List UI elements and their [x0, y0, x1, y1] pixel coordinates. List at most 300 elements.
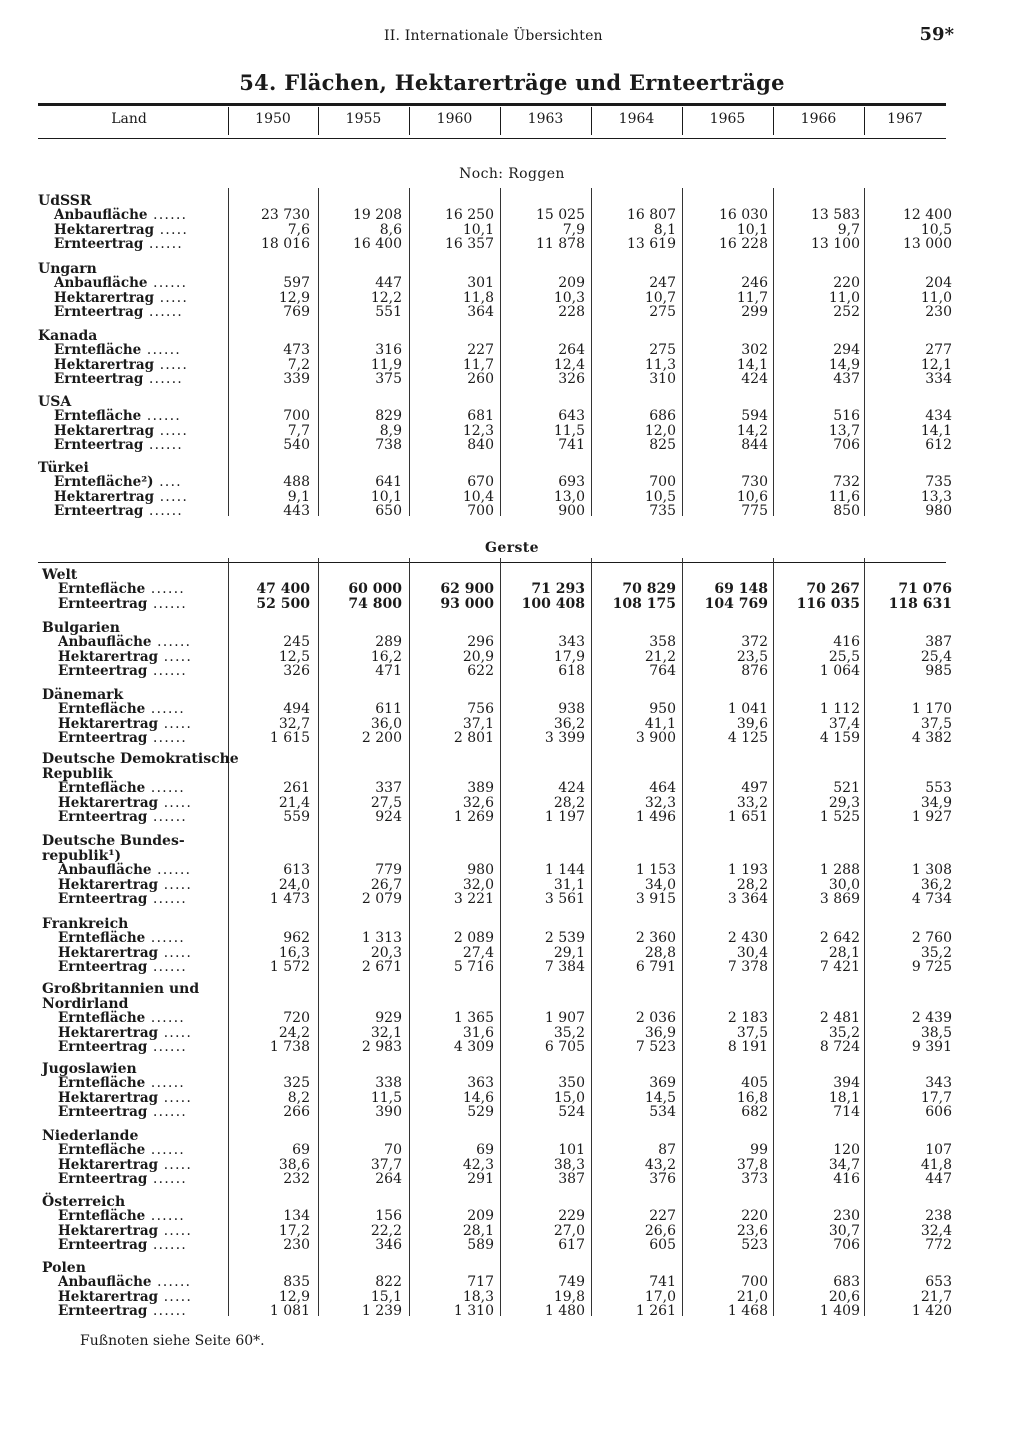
- table-cell-value: 69 148: [714, 581, 768, 597]
- table-cell-value: 4 125: [727, 730, 768, 747]
- table-cell-value: 416: [833, 634, 860, 650]
- table-cell-value: 2 183: [727, 1010, 768, 1026]
- table-cell-value: 118 631: [888, 595, 952, 612]
- table-cell-value: 246: [741, 275, 768, 291]
- table-cell-value: 540: [283, 437, 310, 454]
- table-cell-value: 738: [375, 437, 402, 454]
- table-cell-value: 99: [750, 1142, 768, 1158]
- leader-dots: .....: [154, 221, 189, 238]
- year-header-1950: 1950: [255, 111, 291, 127]
- table-cell-value: 31,6: [462, 1024, 494, 1041]
- table-cell-value: 835: [283, 1274, 310, 1290]
- table-cell-value: 25,4: [920, 648, 952, 665]
- table-cell-value: 12,4: [553, 356, 585, 373]
- table-cell-value: 950: [649, 701, 676, 717]
- metric-row-label: [58, 731, 187, 746]
- table-cell-value: 21,4: [278, 794, 310, 811]
- table-cell-value: 12,0: [644, 422, 676, 439]
- metric-label: Ernteertrag: [58, 1104, 148, 1121]
- table-cell-value: 12,2: [370, 289, 402, 306]
- table-cell-value: 717: [467, 1274, 494, 1290]
- table-cell-value: 326: [558, 371, 585, 388]
- metric-label: Hektarertrag: [54, 422, 155, 439]
- table-cell-value: 13 100: [811, 236, 860, 253]
- table-cell-value: 464: [649, 780, 676, 796]
- table-cell-value: 71 076: [898, 581, 952, 597]
- table-cell-value: 120: [833, 1142, 860, 1158]
- table-cell-value: 350: [558, 1075, 585, 1091]
- table-cell-value: 10,6: [736, 488, 768, 505]
- table-cell-value: 443: [283, 503, 310, 520]
- group-rule: [38, 562, 946, 563]
- table-cell-value: 2 430: [727, 930, 768, 946]
- leader-dots: .....: [158, 1222, 193, 1239]
- table-cell-value: 473: [283, 342, 310, 358]
- table-cell-value: 594: [741, 408, 768, 424]
- table-cell-value: 32,4: [920, 1222, 952, 1239]
- table-cell-value: 682: [741, 1104, 768, 1121]
- table-cell-value: 1 473: [269, 891, 310, 908]
- table-cell-value: 38,5: [920, 1024, 952, 1041]
- metric-label: Anbaufläche: [58, 862, 152, 878]
- table-cell-value: 326: [283, 663, 310, 680]
- column-divider: [500, 558, 501, 1316]
- table-cell-value: 700: [741, 1274, 768, 1290]
- table-cell-value: 5 716: [453, 959, 494, 976]
- table-cell-value: 11,9: [370, 356, 402, 373]
- year-header-1963: 1963: [527, 111, 564, 127]
- table-cell-value: 10,3: [553, 289, 585, 306]
- metric-label: Erntefläche: [58, 581, 146, 597]
- table-cell-value: 10,1: [736, 221, 768, 238]
- table-cell-value: 17,9: [553, 648, 585, 665]
- table-cell-value: 9,7: [837, 221, 860, 238]
- table-cell-value: 529: [467, 1104, 494, 1121]
- table-cell-value: 209: [467, 1208, 494, 1224]
- table-cell-value: 12,3: [462, 422, 494, 439]
- metric-row-label: [54, 438, 183, 453]
- table-cell-value: 16 250: [445, 207, 494, 223]
- table-cell-value: 13,7: [828, 422, 860, 439]
- table-cell-value: 553: [925, 780, 952, 796]
- leader-dots: ......: [141, 342, 182, 358]
- top-rule: [38, 103, 946, 106]
- table-cell-value: 706: [833, 437, 860, 454]
- table-cell-value: 764: [649, 663, 676, 680]
- table-cell-value: 524: [558, 1104, 585, 1121]
- table-cell-value: 19 208: [353, 207, 402, 223]
- table-cell-value: 23,5: [736, 648, 768, 665]
- table-cell-value: 732: [833, 474, 860, 490]
- table-cell-value: 7 384: [544, 959, 585, 976]
- table-cell-value: 681: [467, 408, 494, 424]
- country-name: republik¹): [42, 848, 122, 864]
- table-cell-value: 11,7: [462, 356, 494, 373]
- table-cell-value: 264: [558, 342, 585, 358]
- year-header-1967: 1967: [887, 111, 923, 127]
- metric-row-label: [54, 504, 183, 519]
- table-cell-value: 822: [375, 1274, 402, 1290]
- column-divider: [409, 558, 410, 1316]
- metric-label: Hektarertrag: [58, 944, 159, 961]
- table-cell-value: 605: [649, 1237, 676, 1254]
- metric-label: Hektarertrag: [58, 794, 159, 811]
- metric-label: Ernteertrag: [54, 503, 144, 520]
- column-divider: [228, 188, 229, 516]
- table-cell-value: 15,0: [553, 1089, 585, 1106]
- leader-dots: ......: [143, 304, 184, 321]
- column-divider: [864, 558, 865, 1316]
- leader-dots: ......: [147, 1237, 188, 1254]
- table-cell-value: 266: [283, 1104, 310, 1121]
- table-cell-value: 497: [741, 780, 768, 796]
- table-cell-value: 70 267: [806, 581, 860, 597]
- table-cell-value: 18 016: [261, 236, 310, 253]
- table-cell-value: 301: [467, 275, 494, 291]
- table-cell-value: 30,7: [828, 1222, 860, 1239]
- table-cell-value: 962: [283, 930, 310, 946]
- table-cell-value: 339: [283, 371, 310, 388]
- table-cell-value: 589: [467, 1237, 494, 1254]
- table-cell-value: 310: [649, 371, 676, 388]
- leader-dots: ......: [147, 1303, 188, 1320]
- table-cell-value: 32,3: [644, 794, 676, 811]
- table-cell-value: 43,2: [644, 1156, 676, 1173]
- table-cell-value: 25,5: [828, 648, 860, 665]
- table-cell-value: 220: [741, 1208, 768, 1224]
- table-cell-value: 238: [925, 1208, 952, 1224]
- table-cell-value: 14,5: [644, 1089, 676, 1106]
- metric-label: Hektarertrag: [54, 356, 155, 373]
- leader-dots: .....: [158, 794, 193, 811]
- metric-label: Ernteertrag: [54, 304, 144, 321]
- table-cell-value: 1 269: [453, 809, 494, 826]
- table-cell-value: 37,7: [370, 1156, 402, 1173]
- table-cell-value: 22,2: [370, 1222, 402, 1239]
- leader-dots: ......: [145, 701, 186, 717]
- column-divider: [773, 188, 774, 516]
- country-name: Welt: [42, 567, 78, 583]
- table-cell-value: 21,2: [644, 648, 676, 665]
- column-divider: [409, 188, 410, 516]
- table-cell-value: 2 481: [819, 1010, 860, 1026]
- table-cell-value: 1 738: [269, 1039, 310, 1056]
- table-cell-value: 375: [375, 371, 402, 388]
- table-cell-value: 37,5: [920, 715, 952, 732]
- table-cell-value: 16 807: [627, 207, 676, 223]
- table-cell-value: 37,5: [736, 1024, 768, 1041]
- table-cell-value: 343: [925, 1075, 952, 1091]
- metric-label: Ernteertrag: [58, 730, 148, 747]
- country-name: Deutsche Demokratische: [42, 751, 239, 767]
- table-cell-value: 13 583: [811, 207, 860, 223]
- table-cell-value: 730: [741, 474, 768, 490]
- table-cell-value: 37,8: [736, 1156, 768, 1173]
- table-cell-value: 252: [833, 304, 860, 321]
- table-cell-value: 1 153: [635, 862, 676, 878]
- country-name: Österreich: [42, 1194, 126, 1210]
- table-cell-value: 38,3: [553, 1156, 585, 1173]
- table-cell-value: 11,5: [370, 1089, 402, 1106]
- table-cell-value: 12 400: [903, 207, 952, 223]
- table-cell-value: 31,1: [553, 876, 585, 893]
- table-cell-value: 8,1: [653, 221, 676, 238]
- table-cell-value: 523: [741, 1237, 768, 1254]
- table-cell-value: 245: [283, 634, 310, 650]
- table-cell-value: 10,5: [920, 221, 952, 238]
- metric-label: Ernteertrag: [54, 371, 144, 388]
- leader-dots: .....: [154, 289, 189, 306]
- table-cell-value: 28,2: [553, 794, 585, 811]
- country-name: Niederlande: [42, 1128, 139, 1144]
- table-cell-value: 606: [925, 1104, 952, 1121]
- leader-dots: ......: [145, 1208, 186, 1224]
- table-cell-value: 597: [283, 275, 310, 291]
- table-cell-value: 11,3: [644, 356, 676, 373]
- table-cell-value: 372: [741, 634, 768, 650]
- table-cell-value: 741: [649, 1274, 676, 1290]
- table-cell-value: 7,2: [287, 356, 310, 373]
- metric-row-label: [58, 810, 187, 825]
- leader-dots: ......: [143, 503, 184, 520]
- table-cell-value: 534: [649, 1104, 676, 1121]
- leader-dots: .....: [158, 876, 193, 893]
- table-cell-value: 134: [283, 1208, 310, 1224]
- table-cell-value: 650: [375, 503, 402, 520]
- table-cell-value: 8,9: [379, 422, 402, 439]
- table-cell-value: 27,0: [553, 1222, 585, 1239]
- country-name: Türkei: [38, 460, 89, 476]
- table-cell-value: 47 400: [256, 581, 310, 597]
- table-cell-value: 394: [833, 1075, 860, 1091]
- header-rule: [38, 138, 946, 139]
- table-cell-value: 2 642: [819, 930, 860, 946]
- year-header-1965: 1965: [709, 111, 746, 127]
- table-cell-value: 1 480: [544, 1303, 585, 1320]
- table-cell-value: 35,2: [553, 1024, 585, 1041]
- table-cell-value: 24,0: [278, 876, 310, 893]
- metric-label: Erntefläche: [58, 1075, 146, 1091]
- table-cell-value: 316: [375, 342, 402, 358]
- running-head: [0, 24, 1024, 50]
- column-divider: [228, 558, 229, 1316]
- table-cell-value: 829: [375, 408, 402, 424]
- table-cell-value: 100 408: [521, 595, 585, 612]
- leader-dots: ......: [147, 959, 188, 976]
- table-cell-value: 618: [558, 663, 585, 680]
- table-cell-value: 369: [649, 1075, 676, 1091]
- table-cell-value: 10,5: [644, 488, 676, 505]
- table-cell-value: 720: [283, 1010, 310, 1026]
- leader-dots: ......: [145, 1010, 186, 1026]
- leader-dots: ......: [151, 1274, 192, 1290]
- table-cell-value: 337: [375, 780, 402, 796]
- year-header-1955: 1955: [345, 111, 382, 127]
- table-cell-value: 653: [925, 1274, 952, 1290]
- table-cell-value: 424: [558, 780, 585, 796]
- table-cell-value: 11,5: [553, 422, 585, 439]
- table-cell-value: 41,1: [644, 715, 676, 732]
- table-cell-value: 14,6: [462, 1089, 494, 1106]
- table-cell-value: 387: [925, 634, 952, 650]
- table-cell-value: 38,6: [278, 1156, 310, 1173]
- table-cell-value: 20,9: [462, 648, 494, 665]
- metric-label: Hektarertrag: [58, 648, 159, 665]
- table-cell-value: 11,6: [828, 488, 860, 505]
- leader-dots: .....: [158, 1156, 193, 1173]
- table-cell-value: 230: [283, 1237, 310, 1254]
- table-cell-value: 1 239: [361, 1303, 402, 1320]
- leader-dots: ......: [145, 581, 186, 597]
- metric-label: Hektarertrag: [58, 1089, 159, 1106]
- table-cell-value: 29,1: [553, 944, 585, 961]
- table-cell-value: 876: [741, 663, 768, 680]
- metric-row-label: [58, 1040, 187, 1055]
- table-cell-value: 36,2: [553, 715, 585, 732]
- table-cell-value: 471: [375, 663, 402, 680]
- metric-row-label: [54, 237, 183, 252]
- leader-dots: ......: [147, 663, 188, 680]
- land-header: Land: [111, 111, 147, 127]
- table-cell-value: 1 496: [635, 809, 676, 826]
- table-cell-value: 980: [925, 503, 952, 520]
- table-cell-value: 387: [558, 1171, 585, 1188]
- table-cell-value: 373: [741, 1171, 768, 1188]
- table-cell-value: 10,1: [462, 221, 494, 238]
- table-cell-value: 343: [558, 634, 585, 650]
- table-cell-value: 1 261: [635, 1303, 676, 1320]
- table-cell-value: 14,9: [828, 356, 860, 373]
- table-cell-value: 334: [925, 371, 952, 388]
- table-cell-value: 30,4: [736, 944, 768, 961]
- table-cell-value: 2 079: [361, 891, 402, 908]
- table-cell-value: 3 561: [544, 891, 585, 908]
- table-cell-value: 37,4: [828, 715, 860, 732]
- table-cell-value: 10,4: [462, 488, 494, 505]
- metric-label: Hektarertrag: [58, 1156, 159, 1173]
- table-cell-value: 299: [741, 304, 768, 321]
- table-cell-value: 230: [833, 1208, 860, 1224]
- table-cell-value: 17,2: [278, 1222, 310, 1239]
- table-cell-value: 69: [476, 1142, 494, 1158]
- leader-dots: .....: [154, 422, 189, 439]
- table-cell-value: 612: [925, 437, 952, 454]
- leader-dots: ......: [145, 1142, 186, 1158]
- metric-row-label: [58, 1105, 187, 1120]
- leader-dots: .....: [158, 1089, 193, 1106]
- table-cell-value: 325: [283, 1075, 310, 1091]
- table-cell-value: 8 191: [727, 1039, 768, 1056]
- table-title: 54. Flächen, Hektarerträge und Ernteerträge: [239, 70, 785, 95]
- table-cell-value: 24,2: [278, 1024, 310, 1041]
- table-cell-value: 390: [375, 1104, 402, 1121]
- table-cell-value: 15,1: [370, 1288, 402, 1305]
- column-divider: [864, 188, 865, 516]
- metric-label: Ernteertrag: [58, 809, 148, 826]
- table-cell-value: 749: [558, 1274, 585, 1290]
- table-cell-value: 18,1: [828, 1089, 860, 1106]
- table-cell-value: 36,2: [920, 876, 952, 893]
- country-name: Republik: [42, 766, 113, 782]
- table-cell-value: 521: [833, 780, 860, 796]
- table-cell-value: 559: [283, 809, 310, 826]
- table-cell-value: 700: [649, 474, 676, 490]
- table-cell-value: 12,5: [278, 648, 310, 665]
- table-cell-value: 32,7: [278, 715, 310, 732]
- table-cell-value: 850: [833, 503, 860, 520]
- table-cell-value: 1 420: [911, 1303, 952, 1320]
- column-header-row: [0, 107, 1024, 135]
- table-cell-value: 11 878: [536, 236, 585, 253]
- year-header-1960: 1960: [436, 111, 473, 127]
- table-cell-value: 16 357: [445, 236, 494, 253]
- metric-label: Hektarertrag: [58, 1024, 159, 1041]
- leader-dots: ......: [141, 408, 182, 424]
- table-cell-value: 209: [558, 275, 585, 291]
- table-cell-value: 741: [558, 437, 585, 454]
- table-cell-value: 706: [833, 1237, 860, 1254]
- table-cell-value: 622: [467, 663, 494, 680]
- table-cell-value: 11,0: [920, 289, 952, 306]
- metric-label: Hektarertrag: [58, 1222, 159, 1239]
- table-cell-value: 611: [375, 701, 402, 717]
- column-divider: [591, 558, 592, 1316]
- table-cell-value: 2 801: [453, 730, 494, 747]
- metric-label: Anbaufläche: [58, 634, 152, 650]
- table-cell-value: 6 791: [635, 959, 676, 976]
- table-cell-value: 617: [558, 1237, 585, 1254]
- table-cell-value: 424: [741, 371, 768, 388]
- table-cell-value: 294: [833, 342, 860, 358]
- country-name: Kanada: [38, 328, 98, 344]
- leader-dots: ......: [145, 930, 186, 946]
- table-cell-value: 924: [375, 809, 402, 826]
- table-cell-value: 93 000: [440, 595, 494, 612]
- metric-label: Hektarertrag: [54, 289, 155, 306]
- table-cell-value: 34,9: [920, 794, 952, 811]
- table-cell-value: 10,7: [644, 289, 676, 306]
- table-cell-value: 296: [467, 634, 494, 650]
- table-cell-value: 291: [467, 1171, 494, 1188]
- table-cell-value: 70 829: [622, 581, 676, 597]
- country-name: Bulgarien: [42, 620, 120, 636]
- column-divider: [682, 188, 683, 516]
- table-cell-value: 4 309: [453, 1039, 494, 1056]
- table-cell-value: 3 399: [544, 730, 585, 747]
- leader-dots: ......: [145, 780, 186, 796]
- table-cell-value: 11,8: [462, 289, 494, 306]
- metric-label: Hektarertrag: [58, 876, 159, 893]
- table-cell-value: 228: [558, 304, 585, 321]
- leader-dots: ......: [143, 437, 184, 454]
- table-cell-value: 261: [283, 780, 310, 796]
- table-cell-value: 825: [649, 437, 676, 454]
- metric-label: Ernteertrag: [58, 595, 148, 612]
- table-cell-value: 41,8: [920, 1156, 952, 1173]
- table-cell-value: 19,8: [553, 1288, 585, 1305]
- table-cell-value: 7,9: [562, 221, 585, 238]
- table-cell-value: 220: [833, 275, 860, 291]
- table-cell-value: 389: [467, 780, 494, 796]
- country-name: Großbritannien und: [42, 981, 200, 997]
- table-cell-value: 9 725: [911, 959, 952, 976]
- country-name: Frankreich: [42, 916, 129, 932]
- table-cell-value: 275: [649, 342, 676, 358]
- table-cell-value: 21,7: [920, 1288, 952, 1305]
- table-cell-value: 42,3: [462, 1156, 494, 1173]
- table-cell-value: 116 035: [796, 595, 860, 612]
- metric-label: Erntefläche: [58, 1010, 146, 1026]
